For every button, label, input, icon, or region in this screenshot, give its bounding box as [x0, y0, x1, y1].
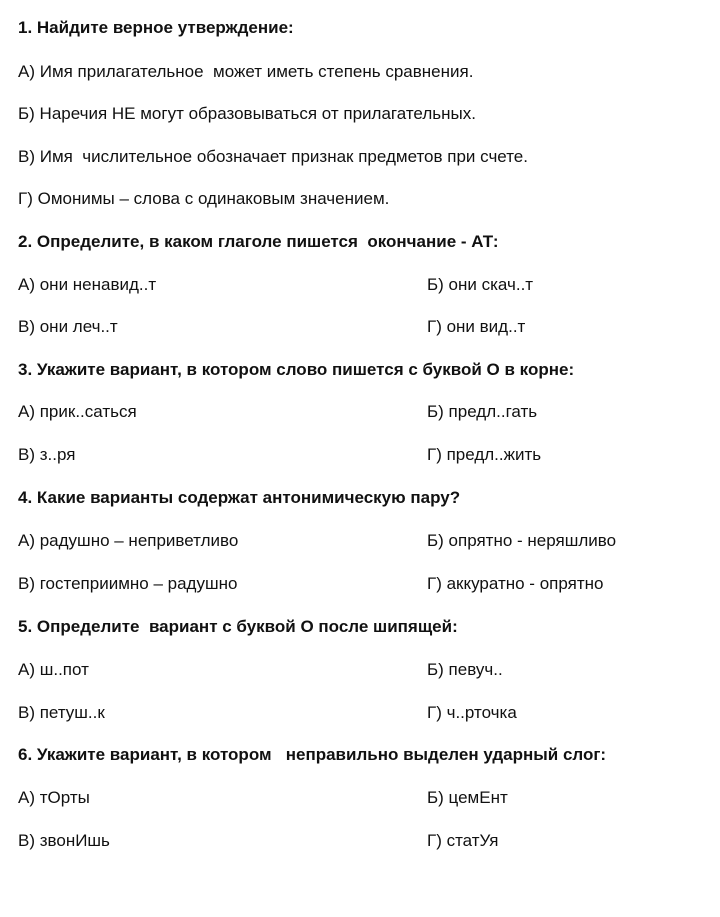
question-5-option-d: Г) ч..рточка — [427, 703, 517, 722]
question-1-option-c: В) Имя числительное обозначает признак предметов при счете. — [18, 147, 528, 166]
question-2-option-c: В) они леч..т — [18, 317, 118, 336]
question-2-title: 2. Определите, в каком глаголе пишется окончание - АТ: — [18, 232, 499, 251]
question-6-title: 6. Укажите вариант, в котором неправильно выделен ударный слог: — [18, 745, 607, 764]
question-5-option-b: Б) певуч.. — [427, 660, 503, 679]
question-1-option-a: А) Имя прилагательное может иметь степень сравнения. — [18, 62, 474, 81]
question-4-option-b: Б) опрятно - неряшливо — [427, 531, 617, 550]
question-5-option-a: А) ш..пот — [18, 660, 89, 679]
question-6-option-a: А) тОрты — [18, 788, 90, 807]
question-2-option-b: Б) они скач..т — [427, 275, 534, 294]
question-1-title: 1. Найдите верное утверждение: — [18, 18, 294, 37]
question-5-title: 5. Определите вариант с буквой О после шипящей: — [18, 617, 458, 636]
question-3-option-c: В) з..ря — [18, 445, 76, 464]
question-5-option-c: В) петуш..к — [18, 703, 105, 722]
question-6-option-b: Б) цемЕнт — [427, 788, 508, 807]
question-4-option-a: А) радушно – неприветливо — [18, 531, 239, 550]
question-4-option-d: Г) аккуратно - опрятно — [427, 574, 604, 593]
question-6-option-c: В) звонИшь — [18, 831, 110, 850]
question-2-option-a: А) они ненавид..т — [18, 275, 157, 294]
question-2-option-d: Г) они вид..т — [427, 317, 526, 336]
question-4-option-c: В) гостеприимно – радушно — [18, 574, 238, 593]
question-3-option-b: Б) предл..гать — [427, 402, 538, 421]
question-6-option-d: Г) статУя — [427, 831, 499, 850]
question-4-title: 4. Какие варианты содержат антонимическую пару? — [18, 488, 461, 507]
question-3-title: 3. Укажите вариант, в котором слово пишется с буквой О в корне: — [18, 360, 575, 379]
question-1-option-b: Б) Наречия НЕ могут образовываться от прилагательных. — [18, 104, 476, 123]
question-3-option-d: Г) предл..жить — [427, 445, 542, 464]
question-3-option-a: А) прик..саться — [18, 402, 137, 421]
question-1-option-d: Г) Омонимы – слова с одинаковым значением. — [18, 189, 390, 208]
